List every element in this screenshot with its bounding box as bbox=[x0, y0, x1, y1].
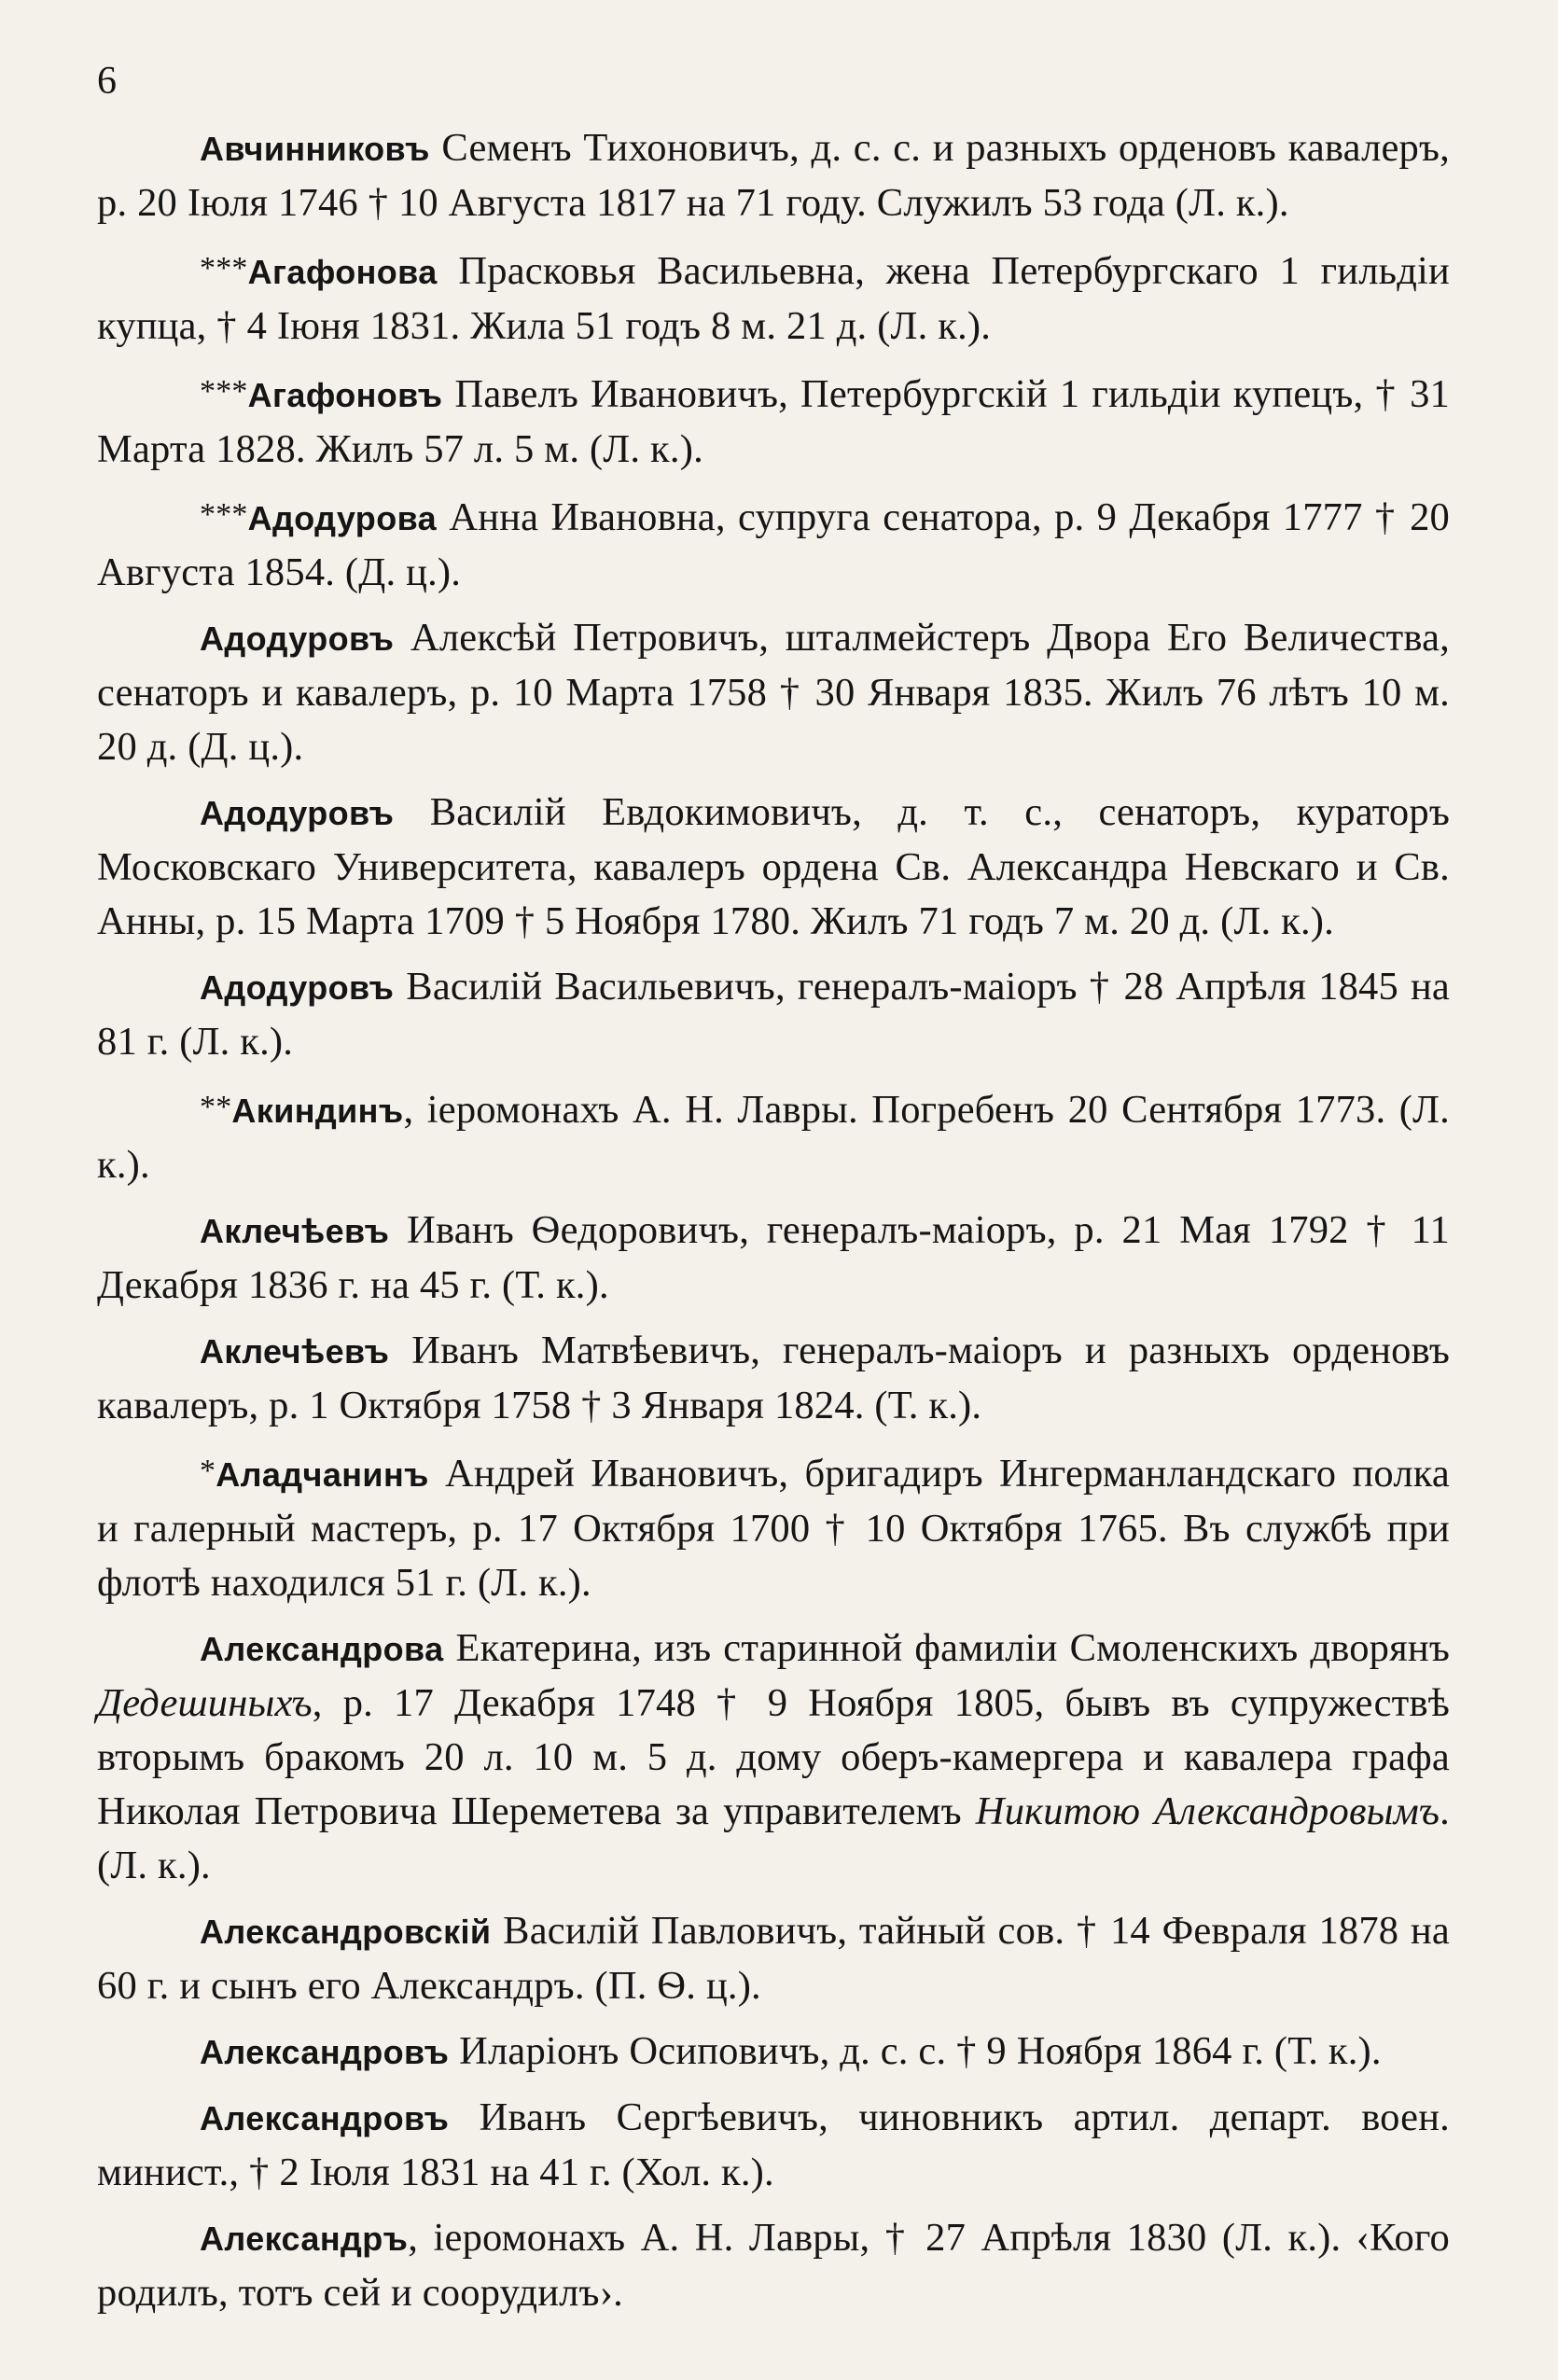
entry-name: Авчинниковъ bbox=[200, 130, 430, 168]
entry-before: Павелъ Ивановичъ, Петербургскій 1 гильдіи купецъ, † 31 Марта 1828. Жилъ 57 л. 5 м. (Л. к.). bbox=[97, 372, 1450, 471]
entry bbox=[97, 2091, 1450, 2200]
entry-name: Адодурова bbox=[247, 499, 438, 537]
entry-stars: *** bbox=[200, 374, 248, 409]
entry-before: Василій Васильевичъ, генералъ-маіоръ † 28 Апрѣля 1845 на 81 г. (Л. к.). bbox=[97, 965, 1450, 1064]
entry-name: Адодуровъ bbox=[200, 794, 395, 832]
entry-name: Аклечѣевъ bbox=[200, 1332, 390, 1371]
entry-italic2: Никитою Александровымъ bbox=[975, 1789, 1440, 1833]
entry-name: Адодуровъ bbox=[200, 619, 395, 658]
entry-name: Александровскій bbox=[200, 1913, 492, 1951]
entry-before: Иларіонъ Осиповичъ, д. с. с. † 9 Ноября 1864 г. (Т. к.). bbox=[449, 2029, 1382, 2073]
entry bbox=[97, 960, 1450, 1069]
entry-italic: Дедешиныхъ bbox=[97, 1681, 313, 1725]
entry-before: Андрей Ивановичъ, бригадиръ Ингерманландскаго полка и галерный мастеръ, р. 17 Октября 1700 † 10 Октября 1765. Въ службѣ при флотѣ находился 51 г. (Л. к.). bbox=[97, 1452, 1450, 1605]
entry-name: Александровъ bbox=[200, 2033, 450, 2071]
entry-before: Василій Павловичъ, тайный сов. † 14 Февраля 1878 на 60 г. и сынъ его Александръ. (П. Ѳ. ц.). bbox=[97, 1909, 1450, 2008]
entry bbox=[97, 2211, 1450, 2320]
entry bbox=[97, 242, 1450, 354]
entry-before: Прасковья Васильевна, жена Петербургскаго 1 гильдіи купца, † 4 Іюня 1831. Жила 51 годъ 8 м. 21 д. (Л. к.). bbox=[97, 249, 1450, 348]
entry-name: Адодуровъ bbox=[200, 968, 395, 1007]
entry-name: Агафонова bbox=[247, 253, 438, 291]
entry-after2: . (Л. к.). bbox=[97, 1789, 1450, 1887]
entry bbox=[97, 786, 1450, 949]
entry bbox=[97, 1444, 1450, 1610]
entry-name: Аладчанинъ bbox=[216, 1455, 429, 1494]
entry-before: Анна Ивановна, супруга сенатора, р. 9 Декабря 1777 † 20 Августа 1854. (Д. ц.). bbox=[97, 495, 1450, 594]
entry-stars: * bbox=[200, 1454, 216, 1488]
entry-before: Алексѣй Петровичъ, шталмейстеръ Двора Его Величества, сенаторъ и кавалеръ, р. 10 Марта 1758 † 30 Января 1835. Жилъ 76 лѣтъ 10 м. 20 д. (Д. ц.). bbox=[97, 616, 1450, 769]
entry-name: Александръ bbox=[200, 2220, 409, 2258]
page-number: 6 bbox=[97, 60, 117, 103]
entry bbox=[97, 1621, 1450, 1893]
entry-before: Иванъ Матвѣевичъ, генералъ-маіоръ и разныхъ орденовъ кавалеръ, р. 1 Октября 1758 † 3 Января 1824. (Т. к.). bbox=[97, 1329, 1450, 1427]
entry-stars: *** bbox=[200, 251, 248, 285]
entry bbox=[97, 611, 1450, 774]
entry-before: Иванъ Сергѣевичъ, чиновникъ артил. департ. воен. минист., † 2 Іюля 1831 на 41 г. (Хол. к.). bbox=[97, 2095, 1450, 2194]
entry bbox=[97, 365, 1450, 477]
entry-name: Аклечѣевъ bbox=[200, 1212, 390, 1250]
entry-name: Александровъ bbox=[200, 2099, 450, 2137]
entry-name: Александрова bbox=[200, 1630, 444, 1668]
entry-name: Акиндинъ bbox=[231, 1092, 404, 1130]
entry-stars: *** bbox=[200, 497, 248, 532]
entry-before: , іеромонахъ А. Н. Лавры. Погребенъ 20 Сентября 1773. (Л. к.). bbox=[97, 1088, 1450, 1187]
entry bbox=[97, 1904, 1450, 2013]
entry-before: Василій Евдокимовичъ, д. т. с., сенаторъ, кураторъ Московскаго Университета, кавалеръ ордена Св. Александра Невскаго и Св. Анны, р. 15 Марта 1709 † 5 Ноября 1780. Жилъ 71 годъ 7 м. 20 д. (Л. к.). bbox=[97, 790, 1450, 943]
entry-before: Семенъ Тихоновичъ, д. с. с. и разныхъ орденовъ кавалеръ, р. 20 Іюля 1746 † 10 Августа 1817 на 71 году. Служилъ 53 года (Л. к.). bbox=[97, 126, 1450, 225]
entry-name: Агафоновъ bbox=[247, 376, 443, 414]
entry-after: , р. 17 Декабря 1748 † 9 Ноября 1805, бывъ въ супружествѣ вторымъ бракомъ 20 л. 10 м. 5 д. дому оберъ-камергера и кавалера графа Николая Петровича Шереметева за управителемъ bbox=[97, 1681, 1450, 1833]
entry bbox=[97, 488, 1450, 600]
entry-stars: ** bbox=[200, 1090, 232, 1124]
entry bbox=[97, 1204, 1450, 1313]
entry bbox=[97, 121, 1450, 230]
entry-before: Екатерина, изъ старинной фамиліи Смоленскихъ дворянъ bbox=[443, 1626, 1450, 1670]
entry-before: , іеромонахъ А. Н. Лавры, † 27 Апрѣля 1830 (Л. к.). ‹Кого родилъ, тотъ сей и соорудилъ›. bbox=[97, 2216, 1450, 2315]
entry bbox=[97, 2025, 1450, 2080]
entry bbox=[97, 1324, 1450, 1433]
entry-before: Иванъ Ѳедоровичъ, генералъ-маіоръ, р. 21 Мая 1792 † 11 Декабря 1836 г. на 45 г. (Т. к.). bbox=[97, 1208, 1450, 1307]
entry-list bbox=[97, 121, 1450, 2331]
entry bbox=[97, 1080, 1450, 1192]
